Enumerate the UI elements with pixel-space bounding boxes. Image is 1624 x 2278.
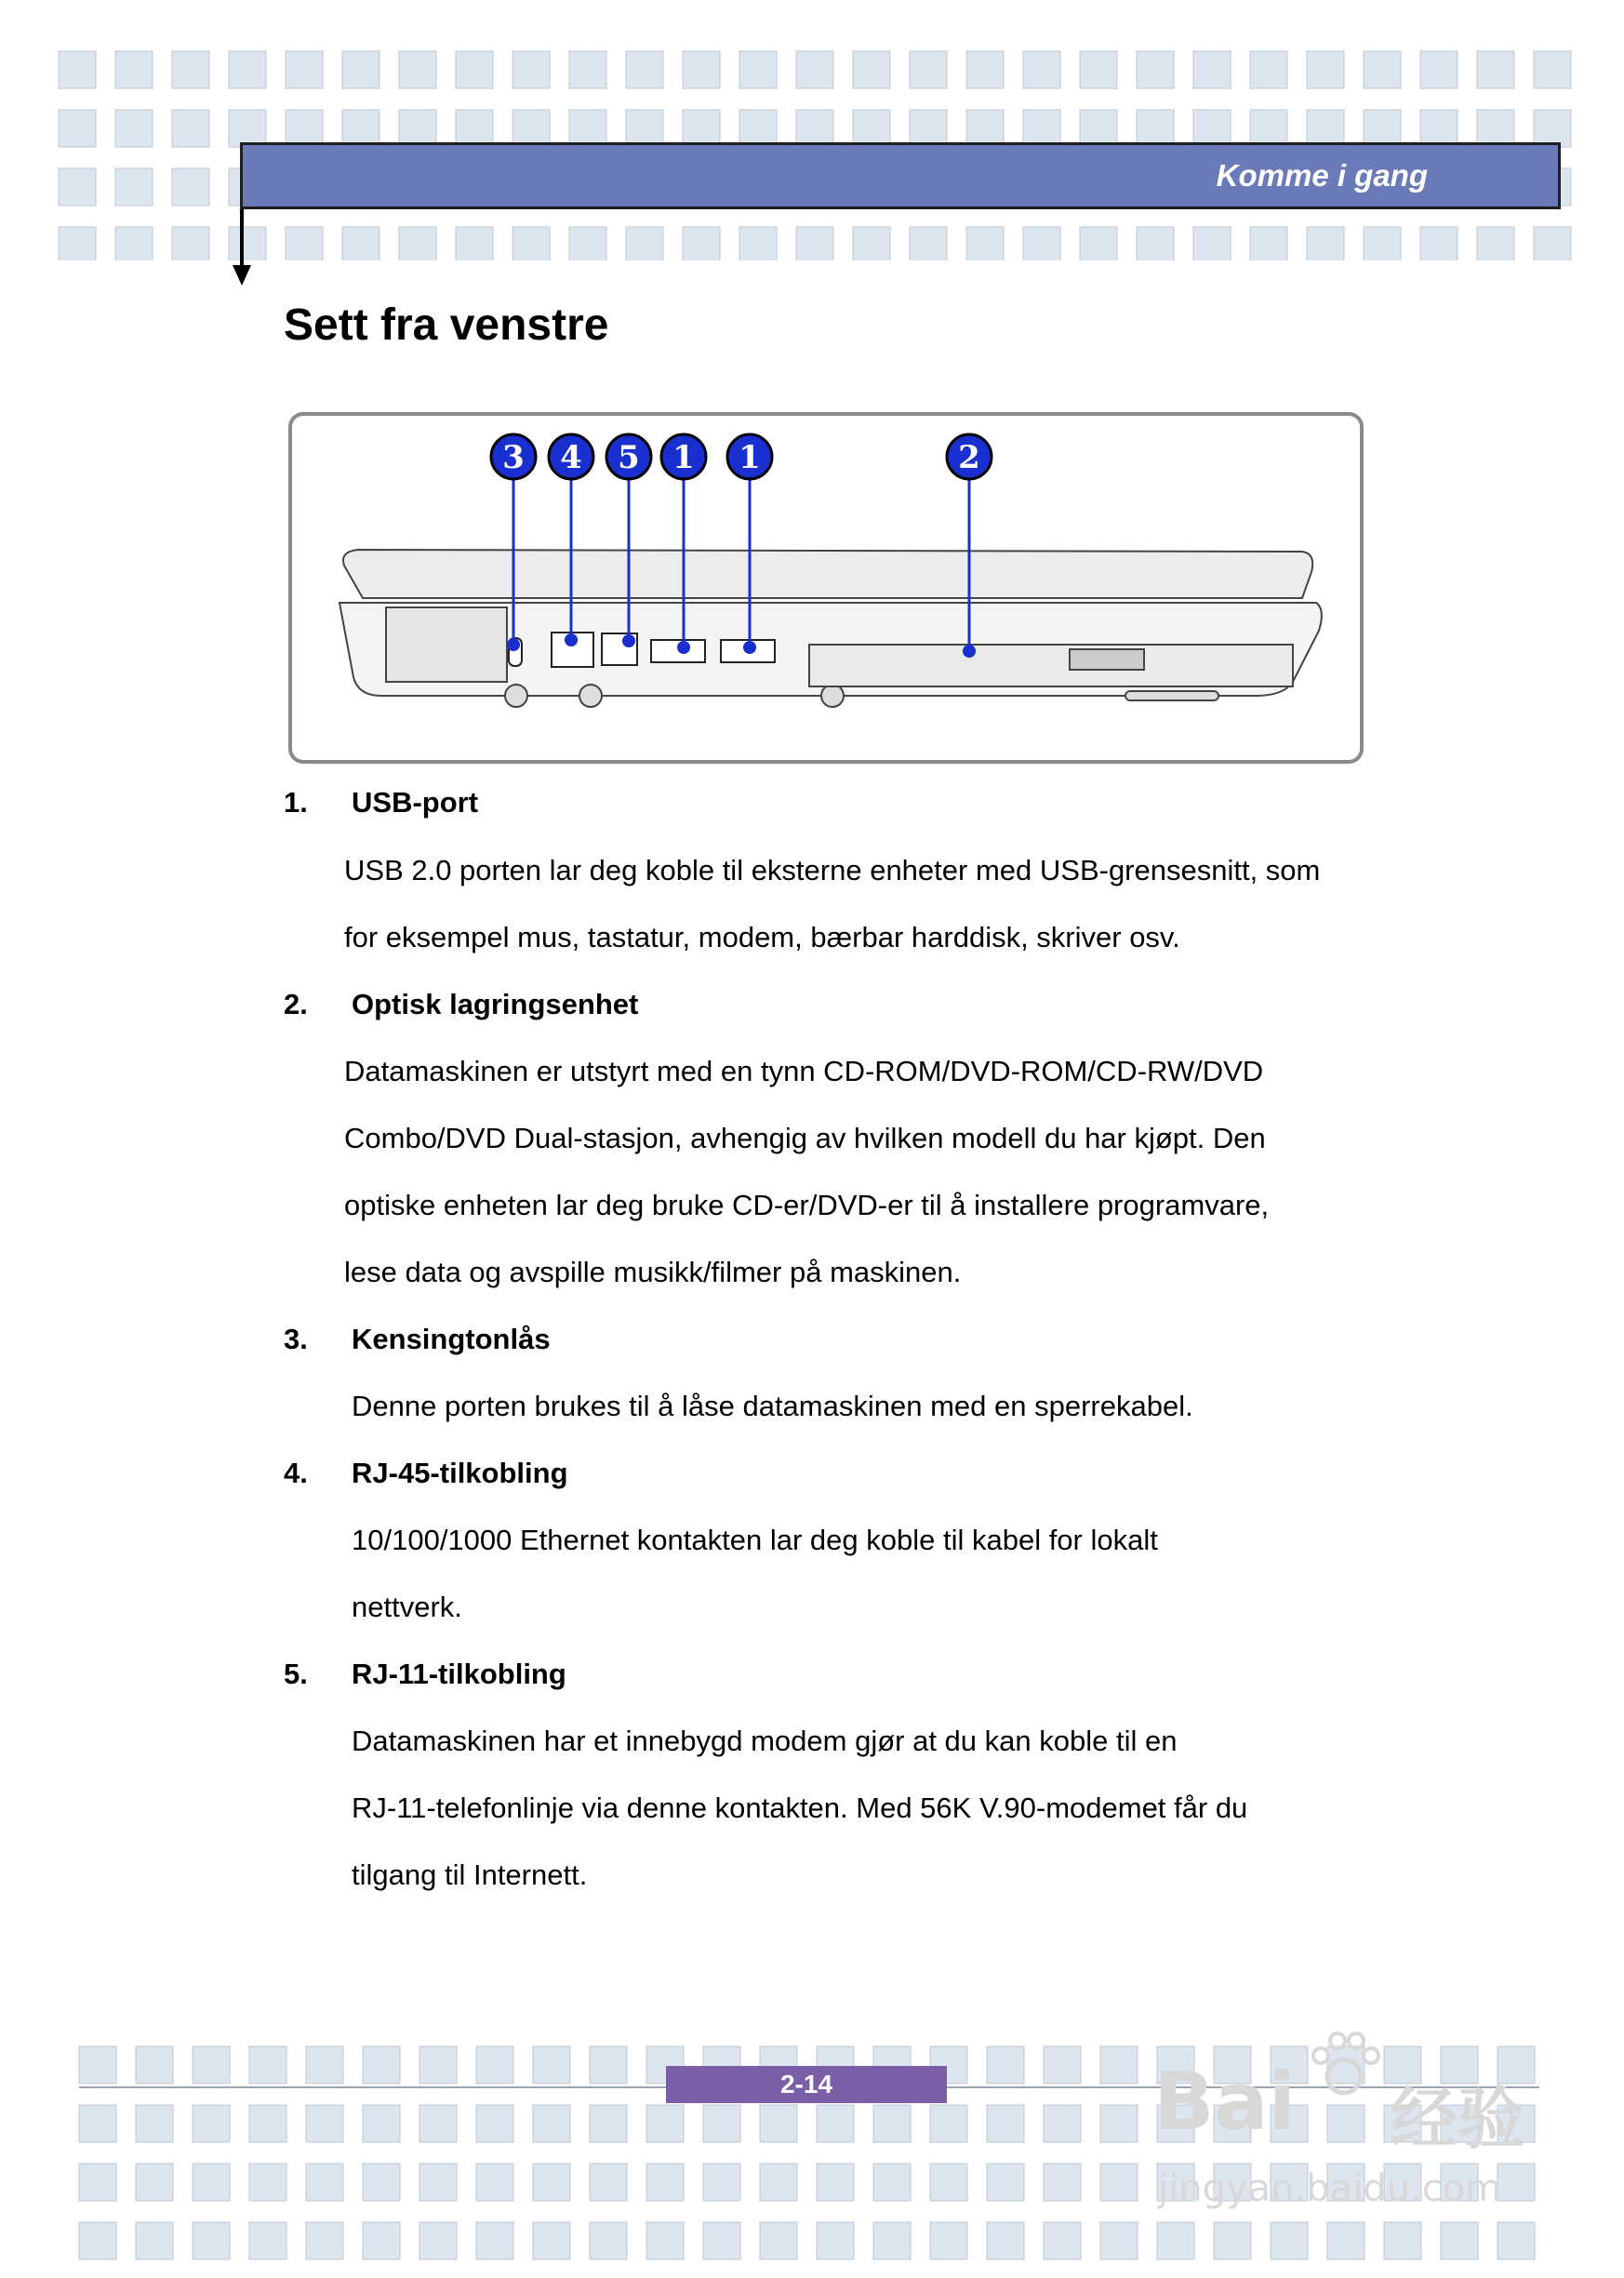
decorative-tile <box>987 2105 1024 2142</box>
decorative-tile <box>1307 51 1344 88</box>
decorative-tile <box>533 2046 570 2084</box>
decorative-tile <box>569 227 606 260</box>
decorative-tile <box>703 2105 740 2142</box>
decorative-tile <box>476 2046 513 2084</box>
decorative-tile <box>1441 2222 1478 2259</box>
decorative-tile <box>193 2046 230 2084</box>
decorative-tile <box>193 2222 230 2259</box>
decorative-tile <box>1364 110 1401 147</box>
decorative-tile <box>626 110 663 147</box>
decorative-tile <box>817 2222 854 2259</box>
decorative-tile <box>172 227 209 260</box>
usb-port-1 <box>651 640 705 662</box>
decorative-tile <box>1100 2164 1138 2201</box>
decorative-tile <box>306 2222 343 2259</box>
decorative-tile <box>1193 227 1231 260</box>
decorative-tile <box>1044 2105 1081 2142</box>
baidu-watermark <box>1144 2028 1572 2214</box>
item-number: 5. <box>284 1658 308 1690</box>
decorative-tile <box>512 51 550 88</box>
decorative-tile <box>760 2222 797 2259</box>
item-title: RJ-11-tilkobling <box>352 1658 566 1690</box>
section-title: Komme i gang <box>1216 158 1428 193</box>
decorative-tile <box>626 227 663 260</box>
callout-label-4: 4 <box>560 439 582 476</box>
decorative-tile <box>1420 51 1458 88</box>
decorative-tile <box>1364 51 1401 88</box>
decorative-tile <box>286 227 323 260</box>
decorative-tile <box>930 2222 967 2259</box>
decorative-tile <box>760 2105 797 2142</box>
decorative-tile <box>533 2222 570 2259</box>
decorative-tile <box>1477 110 1514 147</box>
decorative-tile <box>683 110 720 147</box>
decorative-tile <box>79 2105 116 2142</box>
decorative-tile <box>987 2164 1024 2201</box>
decorative-tile <box>136 2222 173 2259</box>
decorative-tile <box>796 51 833 88</box>
decorative-tile <box>476 2222 513 2259</box>
decorative-tile <box>249 2105 286 2142</box>
watermark-brand-cn: 经验 <box>1391 2080 1525 2158</box>
decorative-tile <box>646 2105 684 2142</box>
decorative-tile <box>229 110 266 147</box>
decorative-tile <box>760 2164 797 2201</box>
decorative-tile <box>987 2222 1024 2259</box>
decorative-tile <box>1023 51 1060 88</box>
callout-label-2: 2 <box>958 439 980 476</box>
decorative-tile <box>1420 110 1458 147</box>
callout-label-1a: 1 <box>672 439 695 476</box>
decorative-tile <box>512 227 550 260</box>
decorative-tile <box>59 227 96 260</box>
decorative-tile <box>853 51 890 88</box>
down-arrow-icon <box>231 209 253 288</box>
decorative-tile <box>456 110 493 147</box>
decorative-tile <box>1023 227 1060 260</box>
decorative-tile <box>1193 110 1231 147</box>
decorative-tile <box>249 2222 286 2259</box>
decorative-tile <box>456 227 493 260</box>
item-number: 2. <box>284 988 308 1020</box>
laptop-left-side-figure <box>288 412 1364 764</box>
watermark-url: jingyan.baidu.com <box>1158 2167 1502 2210</box>
decorative-tile <box>966 227 1004 260</box>
decorative-tile <box>342 110 379 147</box>
decorative-tile <box>646 2164 684 2201</box>
decorative-tile <box>1477 51 1514 88</box>
decorative-tile <box>115 168 153 206</box>
decorative-tile <box>115 110 153 147</box>
page-title: Sett fra venstre <box>284 300 609 350</box>
decorative-tile <box>1250 227 1287 260</box>
decorative-tile <box>136 2164 173 2201</box>
decorative-tile <box>363 2105 400 2142</box>
item-text-line: Denne porten brukes til å låse datamaskinen med en sperrekabel. <box>352 1390 1193 1422</box>
decorative-tile <box>1080 110 1117 147</box>
callout-label-5: 5 <box>618 439 640 476</box>
decorative-tile <box>306 2105 343 2142</box>
item-title: USB-port <box>352 786 479 819</box>
decorative-tile <box>1534 227 1571 260</box>
decorative-tile <box>476 2164 513 2201</box>
decorative-tile <box>342 227 379 260</box>
decorative-tile <box>930 2105 967 2142</box>
decorative-tile <box>136 2046 173 2084</box>
decorative-tile <box>1193 51 1231 88</box>
decorative-tile <box>1498 2222 1535 2259</box>
section-header-bar <box>240 142 1561 209</box>
item-text-line: for eksempel mus, tastatur, modem, bærbar harddisk, skriver osv. <box>344 921 1180 953</box>
decorative-tile <box>590 2222 627 2259</box>
decorative-tile <box>966 110 1004 147</box>
item-text-line: RJ-11-telefonlinje via denne kontakten. Med 56K V.90-modemet får du <box>352 1792 1248 1824</box>
decorative-tile <box>1100 2105 1138 2142</box>
decorative-tile <box>456 51 493 88</box>
decorative-tile <box>1044 2164 1081 2201</box>
decorative-tile <box>286 110 323 147</box>
decorative-tile <box>739 110 777 147</box>
decorative-tile <box>1100 2222 1138 2259</box>
decorative-tile <box>193 2105 230 2142</box>
item-text-line: tilgang til Internett. <box>352 1858 588 1891</box>
decorative-tile <box>419 2222 457 2259</box>
item-title: RJ-45-tilkobling <box>352 1457 568 1489</box>
item-title: Optisk lagringsenhet <box>352 988 639 1020</box>
decorative-tile <box>363 2046 400 2084</box>
decorative-tile <box>286 51 323 88</box>
decorative-tile <box>59 110 96 147</box>
decorative-tile <box>873 2164 911 2201</box>
decorative-tile <box>1214 2222 1251 2259</box>
item-text-line: optiske enheten lar deg bruke CD-er/DVD-er til å installere programvare, <box>344 1189 1270 1221</box>
decorative-tile <box>59 168 96 206</box>
page-number: 2-14 <box>666 2066 947 2103</box>
decorative-tile <box>966 51 1004 88</box>
decorative-tile <box>399 110 436 147</box>
decorative-tile <box>193 2164 230 2201</box>
decorative-tile <box>796 227 833 260</box>
decorative-tile <box>115 227 153 260</box>
item-text-line: Datamaskinen har et innebygd modem gjør at du kan koble til en <box>352 1725 1178 1757</box>
decorative-tile <box>1420 227 1458 260</box>
item-number: 4. <box>284 1457 308 1489</box>
decorative-tile <box>569 51 606 88</box>
decorative-tile <box>703 2222 740 2259</box>
decorative-tile <box>910 51 947 88</box>
decorative-tile <box>853 110 890 147</box>
item-number: 1. <box>284 786 308 819</box>
decorative-tile <box>1250 110 1287 147</box>
decorative-tile <box>1100 2046 1138 2084</box>
decorative-tile <box>987 2046 1024 2084</box>
decorative-tile <box>873 2222 911 2259</box>
decorative-tile <box>79 2222 116 2259</box>
decorative-tile <box>1384 2222 1421 2259</box>
decorative-tile <box>419 2046 457 2084</box>
item-number: 3. <box>284 1323 308 1355</box>
decorative-tile <box>683 51 720 88</box>
decorative-tile <box>1080 51 1117 88</box>
decorative-tile <box>1137 227 1174 260</box>
decorative-tile <box>512 110 550 147</box>
decorative-tile <box>590 2105 627 2142</box>
decorative-tile <box>476 2105 513 2142</box>
decorative-tile <box>79 2164 116 2201</box>
item-text-line: Combo/DVD Dual-stasjon, avhengig av hvilken modell du har kjøpt. Den <box>344 1122 1266 1154</box>
decorative-tile <box>590 2164 627 2201</box>
item-text-line: 10/100/1000 Ethernet kontakten lar deg koble til kabel for lokalt <box>352 1524 1158 1556</box>
decorative-tile <box>1534 110 1571 147</box>
decorative-tile <box>1023 110 1060 147</box>
laptop-body <box>339 550 1331 707</box>
decorative-tile <box>646 2222 684 2259</box>
decorative-tile <box>910 110 947 147</box>
decorative-tile <box>739 227 777 260</box>
decorative-tile <box>229 51 266 88</box>
decorative-tile <box>873 2105 911 2142</box>
decorative-tile <box>703 2164 740 2201</box>
decorative-tile <box>172 168 209 206</box>
decorative-tile <box>342 51 379 88</box>
decorative-tile <box>1364 227 1401 260</box>
decorative-tile <box>399 51 436 88</box>
decorative-tile <box>172 51 209 88</box>
decorative-tile <box>1137 51 1174 88</box>
paw-icon <box>1302 2028 1386 2102</box>
decorative-tile <box>363 2222 400 2259</box>
decorative-tile <box>590 2046 627 2084</box>
decorative-tile <box>853 227 890 260</box>
decorative-tile <box>1044 2222 1081 2259</box>
decorative-tile <box>626 51 663 88</box>
decorative-tile <box>59 51 96 88</box>
decorative-tile <box>1080 227 1117 260</box>
decorative-tile <box>1534 51 1571 88</box>
decorative-tile <box>419 2105 457 2142</box>
decorative-tile <box>569 110 606 147</box>
decorative-tile <box>683 227 720 260</box>
decorative-tile <box>533 2164 570 2201</box>
decorative-tile <box>172 110 209 147</box>
decorative-tile <box>306 2164 343 2201</box>
decorative-tile <box>1307 110 1344 147</box>
decorative-tile <box>533 2105 570 2142</box>
item-text-line: Datamaskinen er utstyrt med en tynn CD-ROM/DVD-ROM/CD-RW/DVD <box>344 1055 1264 1087</box>
decorative-tile <box>79 2046 116 2084</box>
item-title: Kensingtonlås <box>352 1323 551 1355</box>
item-text-line: USB 2.0 porten lar deg koble til eksterne enheter med USB-grensesnitt, som <box>344 854 1321 886</box>
callout-label-3: 3 <box>502 439 525 476</box>
decorative-tile <box>1157 2222 1194 2259</box>
decorative-tile <box>1044 2046 1081 2084</box>
decorative-tile <box>249 2046 286 2084</box>
decorative-tile <box>419 2164 457 2201</box>
decorative-tile <box>136 2105 173 2142</box>
decorative-tile <box>249 2164 286 2201</box>
decorative-tile <box>1327 2222 1364 2259</box>
decorative-tile <box>796 110 833 147</box>
decorative-tile <box>363 2164 400 2201</box>
decorative-tile <box>739 51 777 88</box>
decorative-tile <box>1137 110 1174 147</box>
decorative-tile <box>1250 51 1287 88</box>
decorative-tile <box>817 2105 854 2142</box>
decorative-tile <box>1307 227 1344 260</box>
decorative-tile <box>306 2046 343 2084</box>
decorative-tile <box>817 2164 854 2201</box>
decorative-tile <box>910 227 947 260</box>
watermark-brand: Bai <box>1153 2056 1297 2149</box>
item-text-line: lese data og avspille musikk/filmer på maskinen. <box>344 1256 962 1288</box>
item-text-line: nettverk. <box>352 1591 462 1623</box>
decorative-tile <box>930 2164 967 2201</box>
decorative-tile <box>1271 2222 1308 2259</box>
callout-label-1b: 1 <box>739 439 761 476</box>
decorative-tile <box>115 51 153 88</box>
decorative-tile <box>1477 227 1514 260</box>
decorative-tile <box>399 227 436 260</box>
